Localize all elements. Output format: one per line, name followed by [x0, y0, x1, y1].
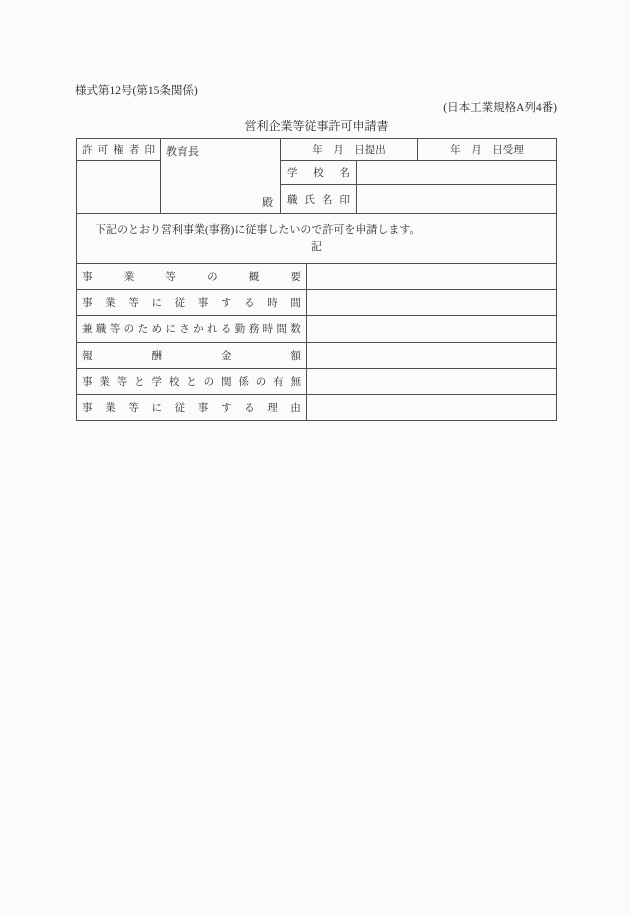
engagement-hours-field [307, 290, 556, 315]
accept-date-cell: 年 月 日受理 [450, 145, 524, 156]
row-label: 報 酬 金 額 [77, 343, 307, 368]
row-label: 事 業 等 に 従 事 す る 理 由 [77, 395, 307, 420]
row-label: 事 業 等 と 学 校 と の 関 係 の 有 無 [77, 369, 307, 394]
school-name-label: 学 校 名 [281, 161, 357, 184]
table-row-engagement-reason [77, 395, 556, 420]
table-row-work-hours-taken [77, 316, 556, 342]
statement-text: 下記のとおり営利事業(事務)に従事したいので許可を申請します。 [95, 224, 421, 236]
table-row-remuneration [77, 343, 556, 369]
position-name-seal-label: 職 氏 名 印 [281, 185, 357, 213]
addressee-honorific: 殿 [262, 197, 273, 209]
remuneration-field [307, 343, 556, 368]
table-row-engagement-hours [77, 290, 556, 316]
work-hours-taken-field [307, 316, 556, 341]
row-label: 事 業 等 の 概 要 [77, 264, 307, 289]
relation-to-school-field [307, 369, 556, 394]
row-label: 兼 職 等 の た め に さ か れ る 勤 務 時 間 数 [77, 316, 307, 341]
date-row [281, 139, 556, 161]
table-row-relation-to-school [77, 369, 556, 395]
application-form-table [76, 138, 557, 421]
permit-authority-column [77, 139, 161, 213]
school-name-field [357, 161, 556, 184]
business-outline-field [307, 264, 556, 289]
addressee-title: 教育長 [166, 146, 199, 158]
paper-standard-note: (日本工業規格A列4番) [443, 102, 557, 114]
name-seal-row [281, 185, 556, 213]
statement-ki-heading: 記 [311, 241, 322, 253]
statement-cell [77, 214, 556, 264]
document-title: 営利企業等従事許可申請書 [244, 119, 389, 133]
submit-date-cell: 年 月 日提出 [281, 139, 418, 160]
addressee-cell [161, 139, 281, 213]
table-row-business-outline [77, 264, 556, 290]
header-section [77, 139, 556, 214]
permit-authority-seal-space [77, 161, 160, 213]
school-name-row [281, 161, 556, 185]
form-number-text: 様式第12号(第15条関係) [75, 85, 198, 97]
dates-and-identity-column [281, 139, 556, 213]
position-name-seal-field [357, 185, 556, 213]
engagement-reason-field [307, 395, 556, 420]
permit-authority-seal-label: 許 可 権 者 印 [77, 139, 160, 161]
detail-section [77, 264, 556, 420]
row-label: 事 業 等 に 従 事 す る 時 間 [77, 290, 307, 315]
